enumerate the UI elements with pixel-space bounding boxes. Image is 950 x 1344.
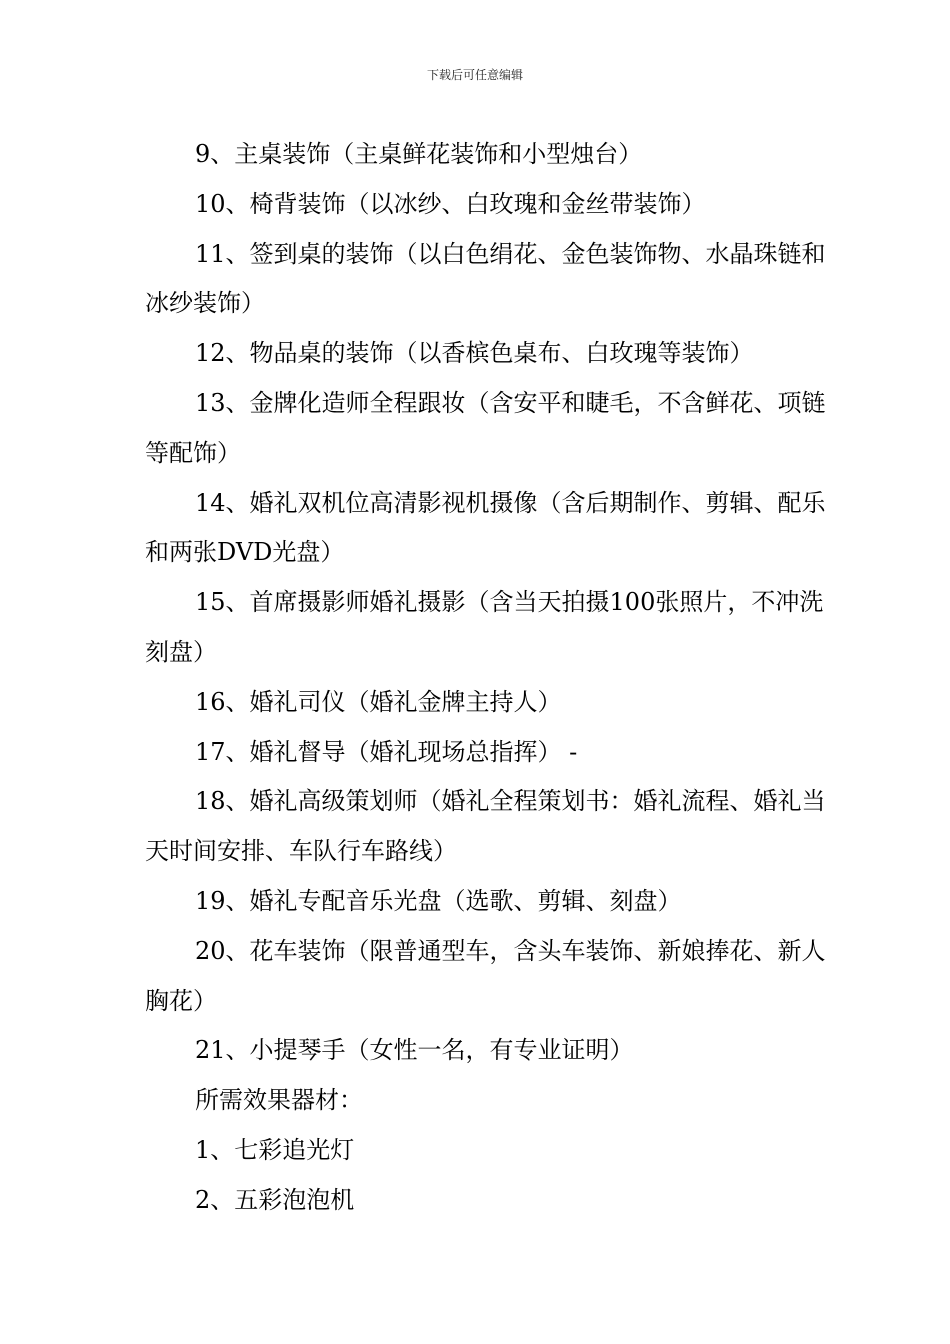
- list-item: 10、椅背装饰（以冰纱、白玫瑰和金丝带装饰）: [195, 189, 706, 218]
- section-heading: 所需效果器材：: [195, 1086, 363, 1115]
- list-item: 12、物品桌的装饰（以香槟色桌布、白玫瑰等装饰）: [195, 339, 754, 368]
- page-header-note: 下载后可任意编辑: [426, 68, 523, 82]
- list-item: 11、签到桌的装饰（以白色绢花、金色装饰物、水晶珠链和冰纱装饰）: [145, 239, 826, 318]
- list-item: 2、五彩泡泡机: [195, 1185, 355, 1214]
- list-item: 18、婚礼高级策划师（婚礼全程策划书：婚礼流程、婚礼当天时间安排、车队行车路线）: [145, 787, 826, 866]
- list-item: 19、婚礼专配音乐光盘（选歌、剪辑、刻盘）: [195, 886, 682, 915]
- list-item: 15、首席摄影师婚礼摄影（含当天拍摄100张照片，不冲洗刻盘）: [145, 588, 824, 666]
- list-item: 13、金牌化造师全程跟妆（含安平和睫毛，不含鲜花、项链等配饰）: [145, 388, 826, 467]
- list-item: 1、七彩追光灯: [195, 1135, 355, 1164]
- list-item: 14、婚礼双机位高清影视机摄像（含后期制作、剪辑、配乐和两张DVD光盘）: [145, 488, 826, 567]
- document-body: [145, 130, 835, 1226]
- list-item: 20、花车装饰（限普通型车，含头车装饰、新娘捧花、新人胸花）: [145, 936, 826, 1015]
- list-item: 16、婚礼司仪（婚礼金牌主持人）: [195, 687, 562, 716]
- list-item: 9、主桌装饰（主桌鲜花装饰和小型烛台）: [195, 140, 643, 168]
- list-item: 21、小提琴手（女性一名，有专业证明）: [195, 1036, 634, 1065]
- list-item: 17、婚礼督导（婚礼现场总指挥） -: [195, 737, 578, 766]
